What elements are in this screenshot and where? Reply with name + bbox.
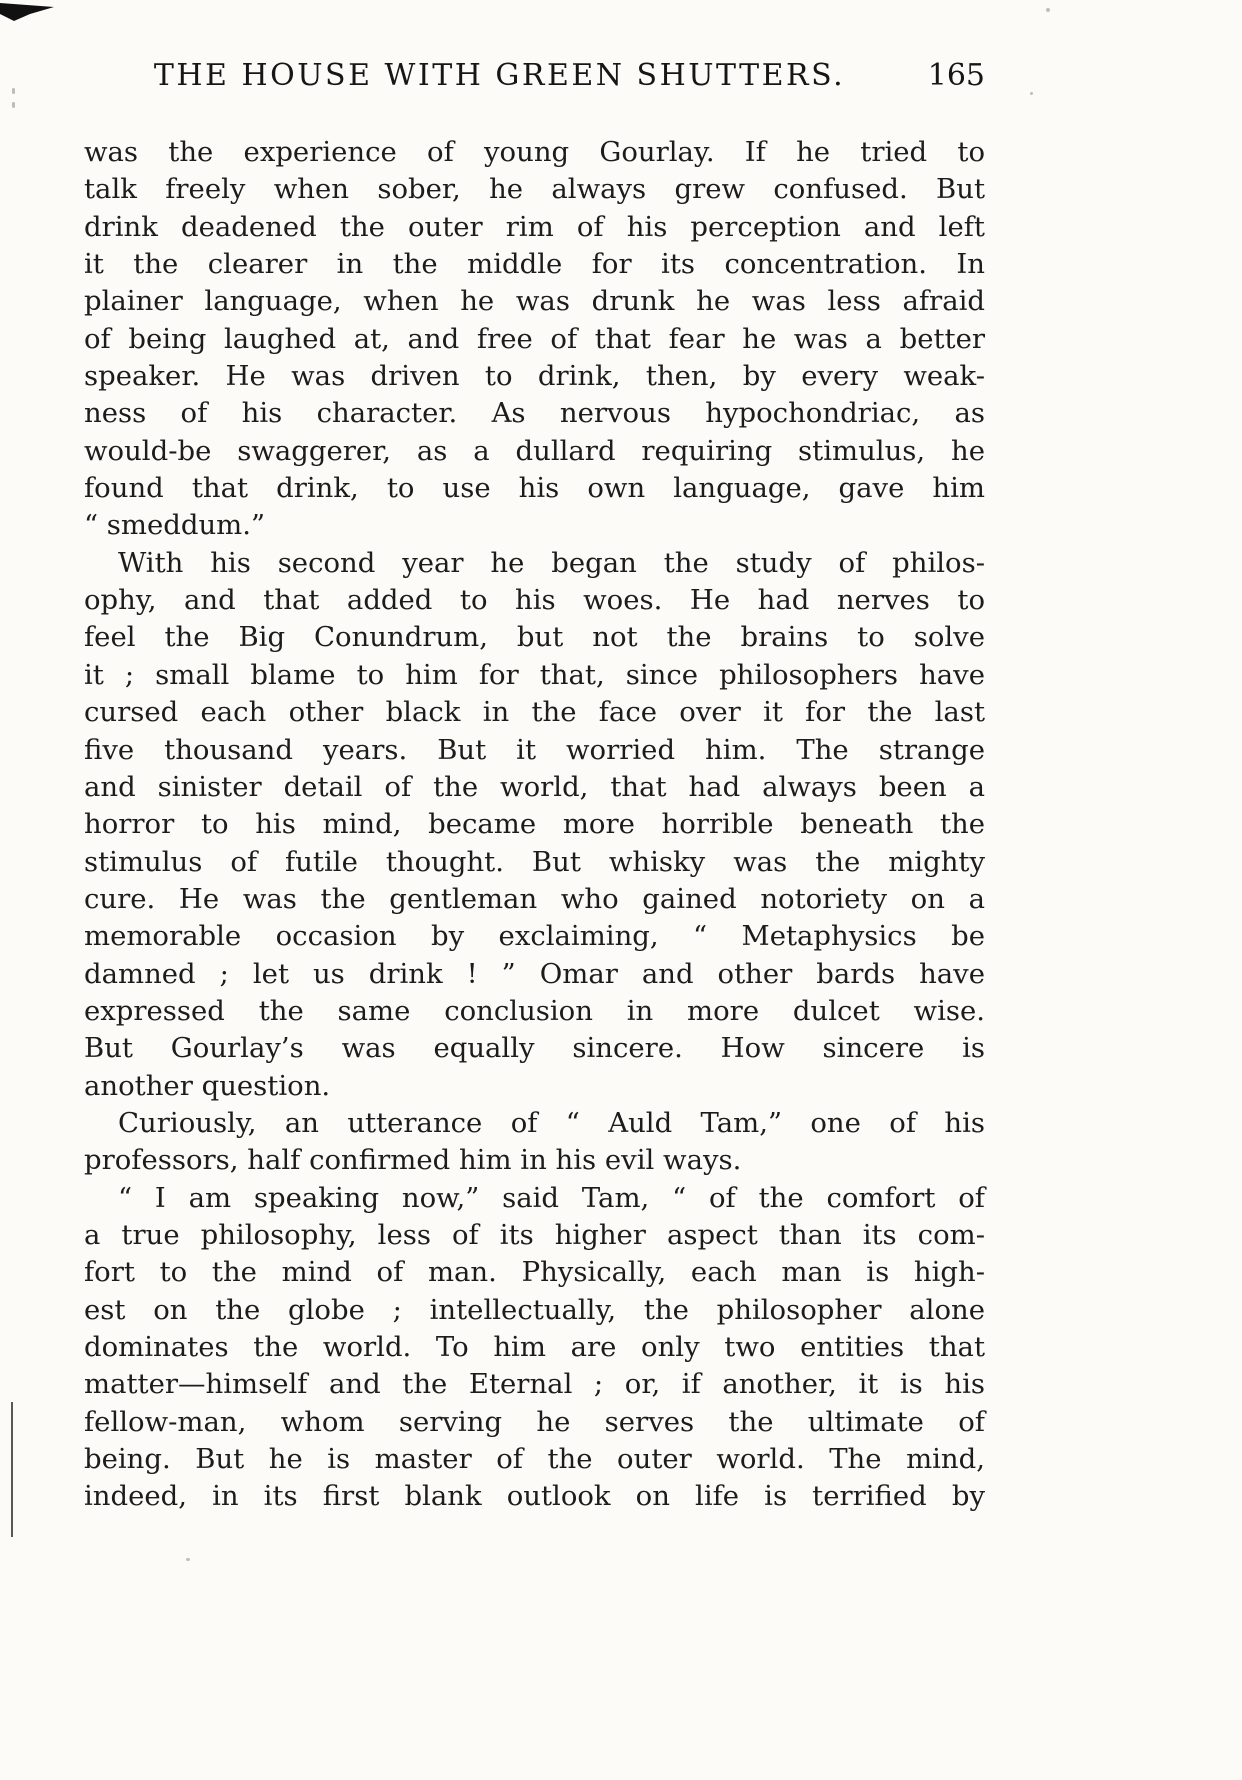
text-line: it the clearer in the middle for its concentration. In <box>84 248 985 281</box>
text-line: stimulus of futile thought. But whisky was the mighty <box>84 845 985 878</box>
text-line: feel the Big Conundrum, but not the brains to solve <box>84 621 985 654</box>
scan-speck <box>1046 8 1050 12</box>
text-line: est on the globe ; intellectually, the philosopher alone <box>84 1293 985 1326</box>
text-line: ophy, and that added to his woes. He had nerves to <box>84 584 985 617</box>
text-line: fellow-man, whom serving he serves the ultimate of <box>84 1405 985 1438</box>
text-line: memorable occasion by exclaiming, “ Metaphysics be <box>84 920 985 953</box>
text-line: matter—himself and the Eternal ; or, if another, it is his <box>84 1368 985 1401</box>
scan-edge-line <box>11 1402 13 1537</box>
text-line: found that drink, to use his own language, gave him <box>84 472 985 505</box>
page-header <box>84 58 985 100</box>
text-line: a true philosophy, less of its higher aspect than its com- <box>84 1218 985 1251</box>
text-line: dominates the world. To him are only two entities that <box>84 1331 985 1363</box>
text-line: damned ; let us drink ! ” Omar and other bards have <box>84 957 985 990</box>
text-line: But Gourlay’s was equally sincere. How sincere is <box>84 1032 985 1065</box>
scan-speck <box>12 88 15 94</box>
scan-speck <box>1030 92 1033 95</box>
text-line: cursed each other black in the face over it for the last <box>84 696 985 729</box>
running-title: THE HOUSE WITH GREEN SHUTTERS. <box>153 58 846 93</box>
text-line: “ smeddum.” <box>84 509 266 542</box>
text-line: five thousand years. But it worried him. The strange <box>84 733 985 766</box>
text-line: another question. <box>84 1069 331 1102</box>
scan-speck <box>12 102 15 108</box>
text-line: professors, half confirmed him in his evil ways. <box>84 1144 742 1177</box>
text-line: With his second year he began the study of philos- <box>118 546 985 579</box>
text-line: Curiously, an utterance of “ Auld Tam,” one of his <box>118 1106 985 1139</box>
text-line: plainer language, when he was drunk he was less afraid <box>84 285 985 318</box>
text-line: talk freely when sober, he always grew confused. But <box>84 173 985 206</box>
text-line: and sinister detail of the world, that had always been a <box>84 770 985 803</box>
text-line: drink deadened the outer rim of his perception and left <box>84 210 985 243</box>
text-line: fort to the mind of man. Physically, each man is high- <box>84 1256 985 1289</box>
text-line: expressed the same conclusion in more dulcet wise. <box>84 994 985 1027</box>
text-line: was the experience of young Gourlay. If he tried to <box>84 136 985 168</box>
text-line: cure. He was the gentleman who gained notoriety on a <box>84 882 985 915</box>
text-line: “ I am speaking now,” said Tam, “ of the comfort of <box>118 1181 985 1214</box>
text-line: ness of his character. As nervous hypochondriac, as <box>84 397 985 430</box>
text-line: of being laughed at, and free of that fear he was a better <box>84 322 985 355</box>
page-number: 165 <box>927 58 985 93</box>
scan-speck <box>186 1558 190 1561</box>
corner-ink-mark <box>0 2 60 24</box>
text-block <box>84 134 985 1516</box>
text-line: horror to his mind, became more horrible beneath the <box>84 808 985 841</box>
text-line: would-be swaggerer, as a dullard requiring stimulus, he <box>84 434 985 467</box>
text-line: it ; small blame to him for that, since philosophers have <box>84 658 985 691</box>
text-line: indeed, in its first blank outlook on life is terrified by <box>84 1480 985 1513</box>
text-line: speaker. He was driven to drink, then, by every weak- <box>84 360 985 393</box>
text-line: being. But he is master of the outer world. The mind, <box>84 1443 985 1476</box>
